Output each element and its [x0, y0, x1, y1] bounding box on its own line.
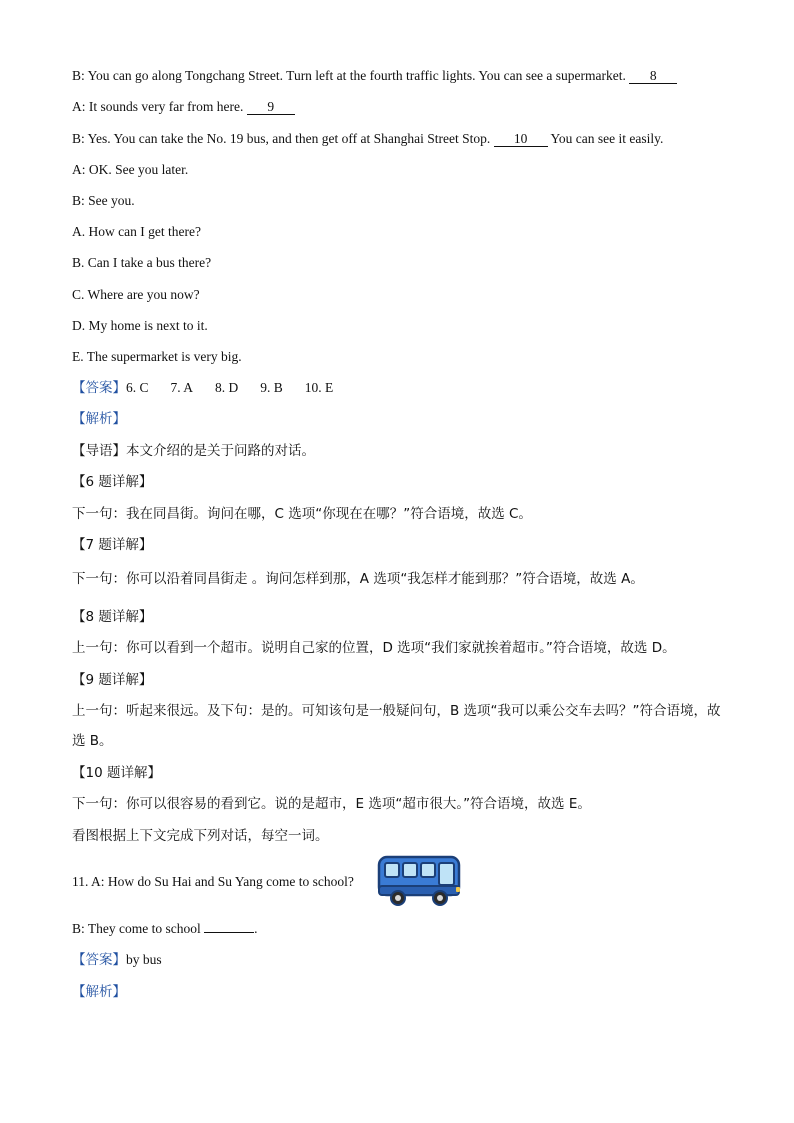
detail-label-10: 【10 题详解】: [72, 765, 161, 781]
detail-text-6: 下一句：我在同昌街。询问在哪，C 选项“你现在在哪？”符合语境，故选 C。: [72, 506, 532, 522]
intro-label: 【导语】: [72, 443, 126, 459]
analysis-label: 【解析】: [72, 411, 126, 427]
dialogue-line-b2: [72, 129, 663, 149]
q11-analysis-label: 【解析】: [72, 984, 126, 1000]
detail-text-10: 下一句：你可以很容易的看到它。说的是超市，E 选项“超市很大。”符合语境，故选 E。: [72, 796, 591, 812]
dialogue-text: B: Yes. You can take the No. 19 bus, and then get off at Shanghai Street Stop.: [72, 131, 491, 146]
option-e: E. The supermarket is very big.: [72, 349, 242, 364]
q11-answer-label: 【答案】: [72, 952, 126, 968]
detail-label-6: 【6 题详解】: [72, 474, 153, 490]
answer-item: 6. C: [126, 380, 149, 395]
q11-question: 11. A: How do Su Hai and Su Yang come to school?: [72, 874, 354, 889]
answer-item: 8. D: [215, 380, 239, 395]
blank-9: 9: [247, 99, 295, 115]
q11-reply: [72, 919, 257, 939]
blank-8: 8: [629, 68, 677, 84]
section-instruction: 看图根据上下文完成下列对话，每空一词。: [72, 828, 329, 844]
answer-item: 10. E: [304, 380, 334, 395]
option-c: C. Where are you now?: [72, 287, 200, 302]
answer-item: 7. A: [170, 380, 194, 395]
option-d: D. My home is next to it.: [72, 318, 208, 333]
dialogue-line-a1: [72, 97, 295, 117]
dialogue-text: A: It sounds very far from here.: [72, 99, 244, 114]
q11-reply-text: B: They come to school: [72, 921, 201, 936]
dialogue-line-a2: A: OK. See you later.: [72, 162, 189, 177]
dialogue-line-b1: [72, 66, 677, 86]
detail-label-8: 【8 题详解】: [72, 609, 153, 625]
bus-icon: [376, 854, 462, 908]
q11-reply-end: .: [254, 921, 258, 936]
detail-label-7: 【7 题详解】: [72, 537, 153, 553]
detail-label-9: 【9 题详解】: [72, 672, 153, 688]
detail-text-9: 上一句：听起来很远。及下句：是的。可知该句是一般疑问句，B 选项“我可以乘公交车去吗？”符合语境，故选 B。: [72, 703, 721, 749]
dialogue-line-b3: B: See you.: [72, 193, 135, 208]
dialogue-text: B: You can go along Tongchang Street. Turn left at the fourth traffic lights. You can see a supermarket.: [72, 68, 626, 83]
q11-answer-text: by bus: [126, 952, 162, 967]
detail-text-8: 上一句：你可以看到一个超市。说明自己家的位置，D 选项“我们家就挨着超市。”符合语境，故选 D。: [72, 640, 676, 656]
q11-answer-line: [72, 950, 162, 970]
blank-10: 10: [494, 131, 548, 147]
detail-text-7: 下一句：你可以沿着同昌街走 。询问怎样到那，A 选项“我怎样才能到那？”符合语境，故选 A。: [72, 571, 644, 587]
dialogue-text: You can see it easily.: [550, 131, 664, 146]
q11-blank: [204, 932, 254, 933]
option-b: B. Can I take a bus there?: [72, 255, 212, 270]
answer-line: [72, 378, 333, 398]
answer-item: 9. B: [260, 380, 283, 395]
intro-text: 本文介绍的是关于问路的对话。: [126, 443, 315, 459]
answer-label: 【答案】: [72, 380, 126, 396]
intro-line: [72, 441, 315, 461]
option-a: A. How can I get there?: [72, 224, 201, 239]
